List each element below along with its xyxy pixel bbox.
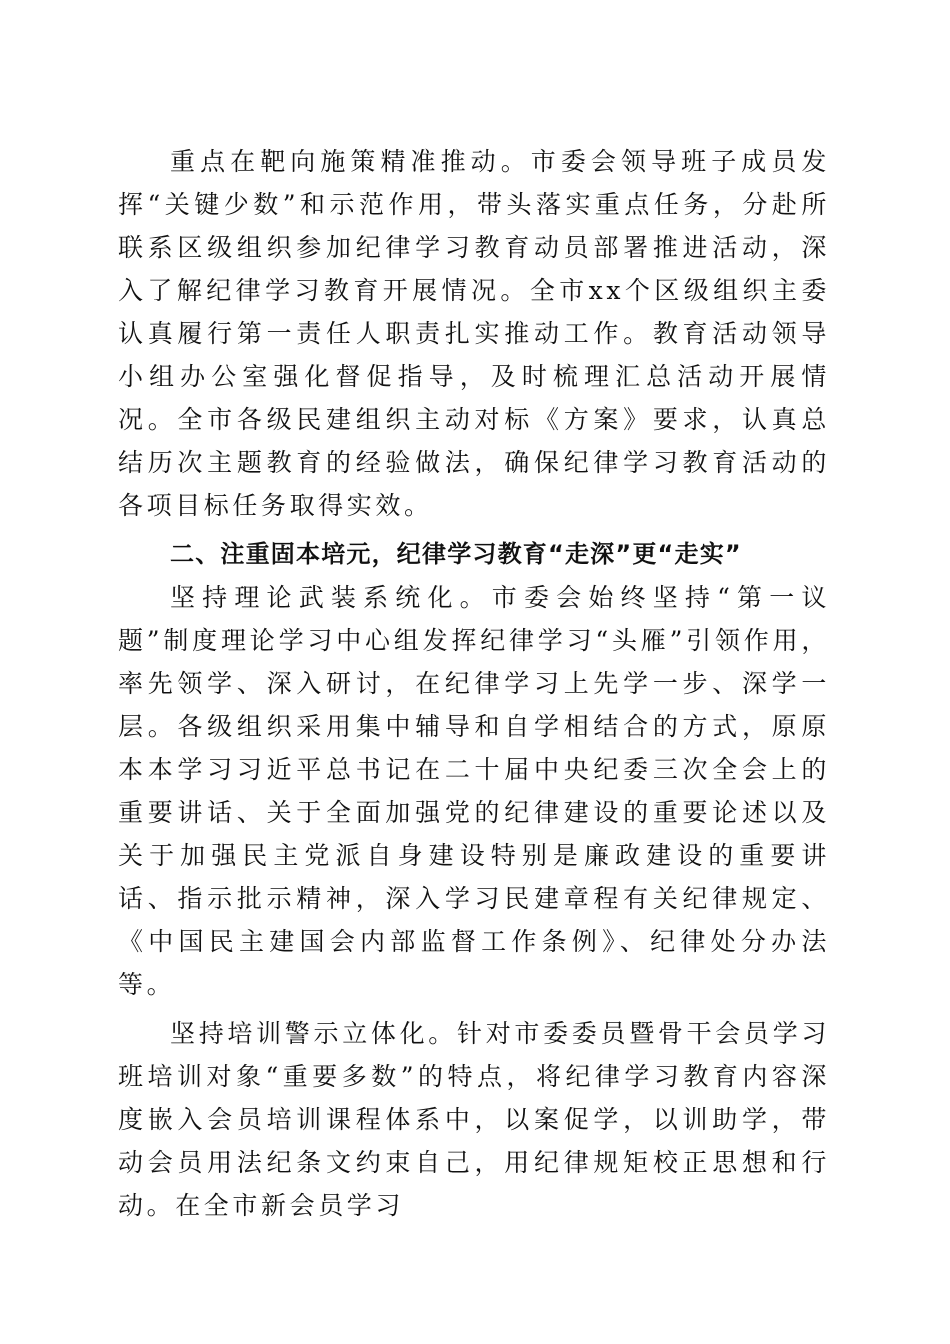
paragraph-training-warning: 坚持培训警示立体化。针对市委委员暨骨干会员学习班培训对象“重要多数”的特点，将纪律学习教育内容深度嵌入会员培训课程体系中，以案促学，以训助学，带动会员用法纪条文约束自己，用纪律规矩校正思想和行动。在全市新会员学习 (118, 1019, 830, 1220)
paragraph-targeted-promotion: 重点在靶向施策精准推动。市委会领导班子成员发挥“关键少数”和示范作用，带头落实重点任务，分赴所联系区级组织参加纪律学习教育动员部署推进活动，深入了解纪律学习教育开展情况。全市xx个区级组织主委认真履行第一责任人职责扎实推动工作。教育活动领导小组办公室强化督促指导，及时梳理汇总活动开展情况。全市各级民建组织主动对标《方案》要求，认真总结历次主题教育的经验做法，确保纪律学习教育活动的各项目标任务取得实效。 (118, 147, 830, 520)
document-body (118, 140, 830, 1227)
section-heading-two: 二、注重固本培元，纪律学习教育“走深”更“走实” (170, 540, 742, 568)
paragraph-theory-study: 坚持理论武装系统化。市委会始终坚持“第一议题”制度理论学习中心组发挥纪律学习“头雁”引领作用，率先领学、深入研讨，在纪律学习上先学一步、深学一层。各级组织采用集中辅导和自学相结合的方式，原原本本学习习近平总书记在二十届中央纪委三次全会上的重要讲话、关于全面加强党的纪律建设的重要论述以及关于加强民主党派自身建设特别是廉政建设的重要讲话、指示批示精神，深入学习民建章程有关纪律规定、《中国民主建国会内部监督工作条例》、纪律处分办法等。 (118, 583, 830, 999)
